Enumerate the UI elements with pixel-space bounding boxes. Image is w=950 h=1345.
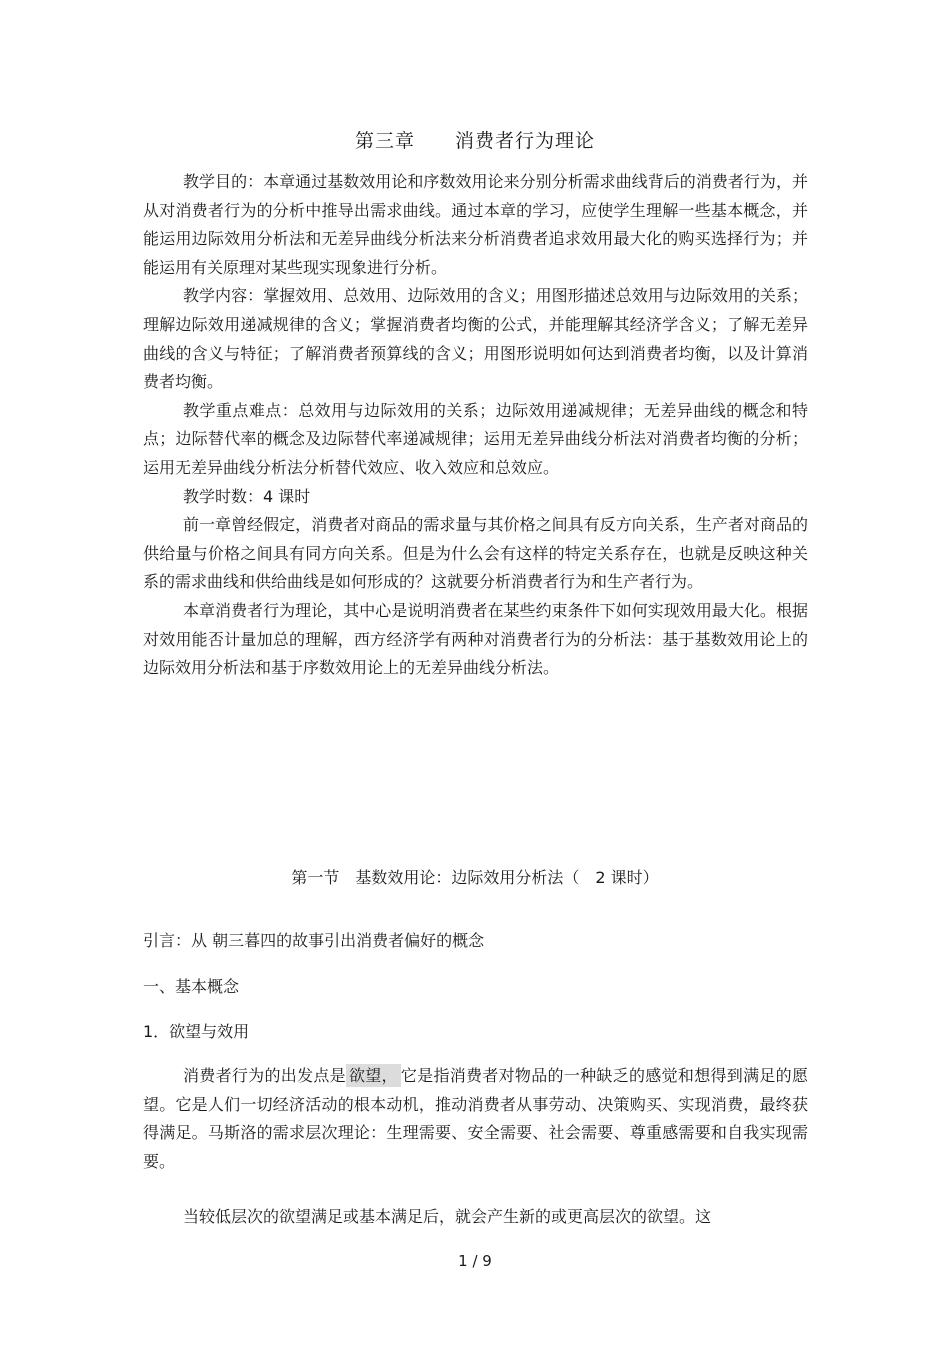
lower-level-block [143,1203,808,1232]
teaching-objective-paragraph: 教学目的：本章通过基数效用论和序数效用论来分别分析需求曲线背后的消费者行为，并从对消费者行为的分析中推导出需求曲线。通过本章的学习，应使学生理解一些基本概念，并能运用边际效用分析法和无差异曲线分析法来分析消费者追求效用最大化的购买选择行为；并能运用有关原理对某些现实现象进行分析。 [143,172,808,277]
teaching-content-paragraph: 教学内容：掌握效用、总效用、边际效用的含义；用图形描述总效用与边际效用的关系；理解边际效用递减规律的含义；掌握消费者均衡的公式，并能理解其经济学含义；了解无差异曲线的含义与特征；了解消费者预算线的含义；用图形说明如何达到消费者均衡，以及计算消费者均衡。 [143,286,808,392]
desire-highlight: 欲望， [346,1064,401,1087]
chapter-center-paragraph: 本章消费者行为理论，其中心是说明消费者在某些约束条件下如何实现效用最大化。根据对效用能否计量加总的理解，西方经济学有两种对消费者行为的分析法：基于基数效用论上的边际效用分析法和基于序数效用论上的无差异曲线分析法。 [143,600,808,678]
key-points-paragraph: 教学重点难点：总效用与边际效用的关系；边际效用递减规律；无差异曲线的概念和特点；边际替代率的概念及边际替代率递减规律；运用无差异曲线分析法对消费者均衡的分析；运用无差异曲线分析法分析替代效应、收入效应和总效应。 [143,400,808,477]
lower-level-paragraph: 当较低层次的欲望满足或基本满足后，就会产生新的或更高层次的欲望。这 [183,1207,712,1226]
desire-paragraph [143,1062,808,1176]
heading-basic-concepts: 一、基本概念 [143,977,240,996]
page-number: 1 / 9 [458,1252,492,1270]
desire-block [143,1062,808,1176]
previous-chapter-paragraph: 前一章曾经假定，消费者对商品的需求量与其价格之间具有反方向关系，生产者对商品的供给量与价格之间具有同方向关系。但是为什么会有这样的特定关系存在，也就是反映这种关系的需求曲线和供给曲线是如何形成的？这就要分析消费者行为和生产者行为。 [143,515,808,592]
desire-text-before: 消费者行为的出发点是 [183,1066,346,1085]
chapter-title: 第三章 消费者行为理论 [354,130,595,152]
intro-line: 引言：从 朝三暮四的故事引出消费者偏好的概念 [143,931,485,950]
section-title: 第一节 基数效用论：边际效用分析法（ 2 课时） [291,868,659,887]
intro-block [143,168,808,683]
desire-text-after: 它是指消费者对物品的一种缺乏的感觉和想得到满足的愿望。它是人们一切经济活动的根本动机，推动消费者从事劳动、决策购买、实现消费，最终获得满足。马斯洛的需求层次理论：生理需要、安全需要、社会需要、尊重感需要和自我实现需要。 [143,1066,808,1171]
teaching-hours-paragraph: 教学时数：4 课时 [183,486,311,506]
heading-desire-utility: 1．欲望与效用 [143,1022,250,1041]
